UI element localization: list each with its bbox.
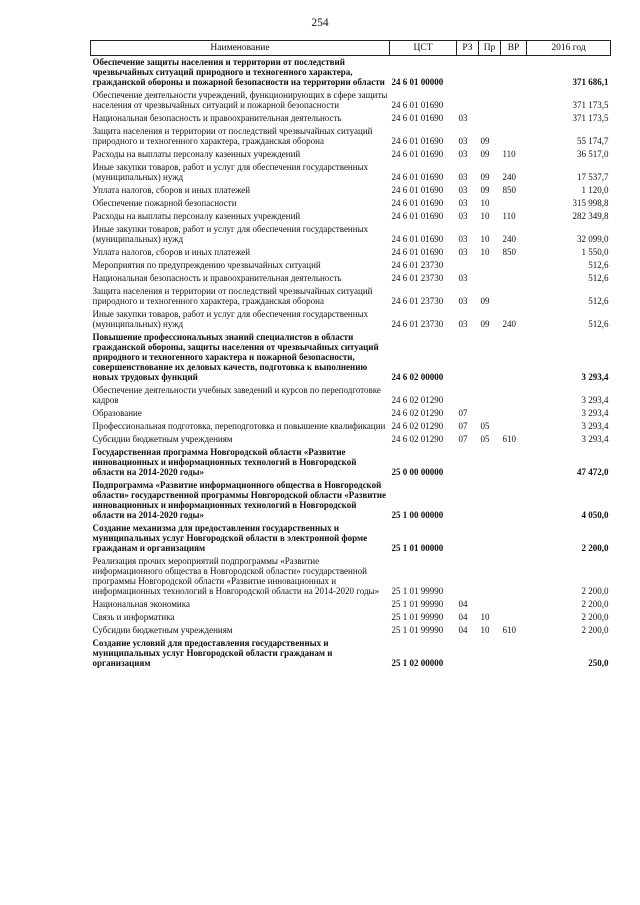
cell-name: Иные закупки товаров, работ и услуг для обеспечения государственных (муниципальных) нужд [92, 309, 369, 329]
cell-cst: 24 6 01 01690 [391, 247, 444, 257]
cell-cst: 25 1 01 99990 [391, 625, 444, 635]
cell-name: Расходы на выплаты персоналу казенных учреждений [92, 149, 301, 159]
cell-pr [479, 89, 501, 112]
cell-rz [457, 259, 479, 272]
cell-pr: 10 [480, 211, 490, 221]
cell-name: Повышение профессиональных знаний специалистов в области гражданской обороны, защиты населения от чрезвычайных ситуаций природного и техногенного характера и пожарной безопасности, совершенствование их деловых качеств, подготовка к выполнению новых трудовых функций [92, 332, 379, 382]
cell-sum: 371 173,5 [572, 100, 609, 110]
cell-vr [501, 384, 527, 407]
table-row [91, 161, 611, 184]
cell-vr [501, 555, 527, 598]
cell-name: Образование [92, 408, 142, 418]
cell-rz: 07 [458, 421, 468, 431]
cell-sum: 512,6 [588, 319, 609, 329]
cell-name: Государственная программа Новгородской области «Развитие инновационных и информационных технологий в Новгородской области на 2014-2020 годы» [92, 447, 357, 477]
cell-cst: 25 1 02 00000 [391, 658, 444, 668]
table-row [91, 611, 611, 624]
cell-cst: 24 6 02 00000 [391, 372, 444, 382]
cell-cst: 24 6 01 01690 [391, 198, 444, 208]
cell-rz: 03 [458, 136, 468, 146]
cell-rz [457, 331, 479, 384]
cell-pr [479, 637, 501, 670]
cell-name: Профессиональная подготовка, переподготовка и повышение квалификации [92, 421, 386, 431]
cell-cst: 24 6 01 23730 [391, 260, 444, 270]
cell-cst: 24 6 01 23730 [391, 296, 444, 306]
header-pr: Пр [479, 41, 501, 56]
cell-name: Обеспечение пожарной безопасности [92, 198, 237, 208]
cell-cst: 24 6 02 01290 [391, 395, 444, 405]
cell-pr: 10 [480, 625, 490, 635]
cell-pr [479, 259, 501, 272]
cell-rz [457, 89, 479, 112]
cell-sum: 2 200,0 [581, 543, 609, 553]
cell-sum: 4 050,0 [581, 510, 609, 520]
cell-vr [501, 407, 527, 420]
cell-pr [479, 555, 501, 598]
cell-sum: 2 200,0 [581, 625, 609, 635]
cell-pr: 10 [480, 234, 490, 244]
cell-vr: 240 [502, 234, 516, 244]
cell-name: Обеспечение деятельности учреждений, функционирующих в сфере защиты населения от чрезвычайных ситуаций и пожарной безопасности [92, 90, 388, 110]
cell-cst: 25 1 00 00000 [391, 510, 444, 520]
cell-name: Уплата налогов, сборов и иных платежей [92, 185, 251, 195]
cell-sum: 512,6 [588, 260, 609, 270]
cell-sum: 2 200,0 [581, 586, 609, 596]
cell-name: Подпрограмма «Развитие информационного общества в Новгородской области» государственной программы Новгородской области «Развитие инновационных и информационных технологий в Новгородской области на 2014-2020 годы» [92, 480, 387, 520]
table-row [91, 598, 611, 611]
cell-sum: 315 998,8 [572, 198, 609, 208]
cell-name: Обеспечение деятельности учебных заведений и курсов по переподготовке кадров [92, 385, 381, 405]
cell-pr [479, 112, 501, 125]
cell-pr: 05 [480, 421, 490, 431]
cell-cst: 24 6 01 01690 [391, 234, 444, 244]
cell-cst: 24 6 01 01690 [391, 149, 444, 159]
cell-cst: 24 6 01 01690 [391, 100, 444, 110]
cell-pr [479, 446, 501, 479]
cell-rz: 03 [458, 296, 468, 306]
cell-vr: 850 [502, 247, 516, 257]
table-row [91, 522, 611, 555]
cell-sum: 55 174,7 [577, 136, 609, 146]
cell-cst: 25 1 01 99990 [391, 599, 444, 609]
cell-rz [457, 479, 479, 522]
cell-pr [479, 598, 501, 611]
cell-vr: 110 [502, 149, 516, 159]
table-row [91, 637, 611, 670]
cell-cst: 24 6 01 01690 [391, 136, 444, 146]
cell-vr [501, 272, 527, 285]
cell-name: Национальная безопасность и правоохранительная деятельность [92, 273, 342, 283]
cell-rz [457, 56, 479, 90]
cell-pr: 09 [480, 296, 490, 306]
cell-pr: 10 [480, 612, 490, 622]
cell-sum: 1 120,0 [581, 185, 609, 195]
table-row [91, 272, 611, 285]
cell-sum: 3 293,4 [581, 421, 609, 431]
cell-cst: 24 6 02 01290 [391, 421, 444, 431]
header-cst: ЦСТ [390, 41, 457, 56]
table-row [91, 384, 611, 407]
cell-vr [501, 56, 527, 90]
table-row [91, 197, 611, 210]
cell-name: Уплата налогов, сборов и иных платежей [92, 247, 251, 257]
cell-rz: 03 [458, 273, 468, 283]
table-body [91, 56, 611, 671]
header-sum: 2016 год [527, 41, 611, 56]
cell-sum: 17 537,7 [577, 172, 609, 182]
cell-rz: 03 [458, 198, 468, 208]
cell-vr [501, 197, 527, 210]
cell-pr: 10 [480, 198, 490, 208]
cell-pr: 09 [480, 319, 490, 329]
cell-vr [501, 479, 527, 522]
cell-cst: 24 6 02 01290 [391, 408, 444, 418]
cell-cst: 25 1 01 99990 [391, 586, 444, 596]
cell-vr: 240 [502, 172, 516, 182]
cell-rz [457, 446, 479, 479]
table-row [91, 308, 611, 331]
table-header-row [91, 41, 611, 56]
table-row [91, 285, 611, 308]
cell-rz: 03 [458, 319, 468, 329]
cell-rz: 03 [458, 247, 468, 257]
cell-sum: 512,6 [588, 296, 609, 306]
cell-sum: 47 472,0 [577, 467, 609, 477]
table-row [91, 555, 611, 598]
cell-name: Обеспечение защиты населения и территории от последствий чрезвычайных ситуаций природного и техногенного характера, гражданской обороны и пожарной безопасности на территории области [92, 57, 385, 87]
cell-rz: 04 [458, 599, 468, 609]
table-row [91, 112, 611, 125]
cell-sum: 1 550,0 [581, 247, 609, 257]
cell-sum: 36 517,0 [577, 149, 609, 159]
cell-vr [501, 125, 527, 148]
cell-vr [501, 420, 527, 433]
cell-pr: 05 [480, 434, 490, 444]
cell-pr [479, 56, 501, 90]
cell-name: Национальная экономика [92, 599, 190, 609]
table-row [91, 259, 611, 272]
cell-vr [501, 112, 527, 125]
cell-rz [457, 637, 479, 670]
cell-rz [457, 555, 479, 598]
cell-rz: 03 [458, 185, 468, 195]
cell-name: Создание механизма для предоставления государственных и муниципальных услуг Новгородской области в электронной форме гражданам и организациям [92, 523, 368, 553]
cell-rz [457, 384, 479, 407]
cell-pr [479, 479, 501, 522]
table-row [91, 246, 611, 259]
cell-sum: 282 349,8 [572, 211, 609, 221]
table-row [91, 223, 611, 246]
cell-name: Реализация прочих мероприятий подпрограммы «Развитие информационного общества в Новгородской области» государственной программы Новгородской области «Развитие инновационных и информационных технологий в Новгородской области на 2014-2020 годы» [92, 556, 380, 596]
header-vr: ВР [501, 41, 527, 56]
cell-name: Субсидии бюджетным учреждениям [92, 434, 233, 444]
table-row [91, 479, 611, 522]
cell-sum: 371 686,1 [572, 77, 609, 87]
cell-rz: 03 [458, 113, 468, 123]
cell-vr [501, 259, 527, 272]
cell-sum: 3 293,4 [581, 408, 609, 418]
table-row [91, 148, 611, 161]
cell-vr [501, 331, 527, 384]
cell-rz: 03 [458, 234, 468, 244]
cell-rz: 04 [458, 625, 468, 635]
cell-sum: 371 173,5 [572, 113, 609, 123]
cell-pr: 09 [480, 136, 490, 146]
cell-sum: 512,6 [588, 273, 609, 283]
table-row [91, 433, 611, 446]
table-row [91, 331, 611, 384]
table-row [91, 420, 611, 433]
cell-vr [501, 611, 527, 624]
cell-sum: 3 293,4 [581, 372, 609, 382]
cell-cst: 24 6 01 23730 [391, 319, 444, 329]
cell-vr: 850 [502, 185, 516, 195]
table-row [91, 624, 611, 637]
cell-cst: 24 6 01 23730 [391, 273, 444, 283]
cell-rz: 07 [458, 408, 468, 418]
cell-vr [501, 598, 527, 611]
cell-cst: 24 6 01 00000 [391, 77, 444, 87]
cell-rz: 03 [458, 211, 468, 221]
cell-sum: 3 293,4 [581, 434, 609, 444]
cell-vr: 610 [502, 434, 516, 444]
cell-vr: 110 [502, 211, 516, 221]
cell-pr: 09 [480, 172, 490, 182]
table-row [91, 125, 611, 148]
cell-cst: 24 6 01 01690 [391, 172, 444, 182]
cell-sum: 2 200,0 [581, 612, 609, 622]
cell-vr [501, 522, 527, 555]
cell-pr: 09 [480, 149, 490, 159]
cell-vr [501, 446, 527, 479]
cell-name: Защита населения и территории от последствий чрезвычайных ситуаций природного и техногенного характера, гражданская оборона [92, 126, 373, 146]
table-row [91, 407, 611, 420]
cell-sum: 250,0 [588, 658, 609, 668]
cell-sum: 3 293,4 [581, 395, 609, 405]
cell-cst: 24 6 01 01690 [391, 211, 444, 221]
cell-vr [501, 89, 527, 112]
page-number: 254 [311, 17, 329, 29]
cell-pr: 10 [480, 247, 490, 257]
cell-name: Связь и информатика [92, 612, 175, 622]
cell-vr: 610 [502, 625, 516, 635]
cell-vr [501, 285, 527, 308]
table-row [91, 210, 611, 223]
table-row [91, 89, 611, 112]
cell-rz: 03 [458, 149, 468, 159]
cell-cst: 25 0 00 00000 [391, 467, 444, 477]
cell-cst: 25 1 01 00000 [391, 543, 444, 553]
cell-rz: 04 [458, 612, 468, 622]
cell-pr [479, 522, 501, 555]
cell-rz: 03 [458, 172, 468, 182]
header-name: Наименование [91, 41, 390, 56]
cell-vr [501, 637, 527, 670]
header-rz: РЗ [457, 41, 479, 56]
cell-pr: 09 [480, 185, 490, 195]
cell-pr [479, 407, 501, 420]
cell-name: Защита населения и территории от последствий чрезвычайных ситуаций природного и техногенного характера, гражданская оборона [92, 286, 373, 306]
cell-sum: 2 200,0 [581, 599, 609, 609]
cell-rz [457, 522, 479, 555]
cell-name: Создание условий для предоставления государственных и муниципальных услуг Новгородской области гражданам и организациям [92, 638, 333, 668]
cell-name: Расходы на выплаты персоналу казенных учреждений [92, 211, 301, 221]
cell-rz: 07 [458, 434, 468, 444]
cell-name: Иные закупки товаров, работ и услуг для обеспечения государственных (муниципальных) нужд [92, 162, 369, 182]
cell-cst: 24 6 01 01690 [391, 113, 444, 123]
cell-cst: 24 6 02 01290 [391, 434, 444, 444]
cell-name: Субсидии бюджетным учреждениям [92, 625, 233, 635]
table-row [91, 184, 611, 197]
cell-pr [479, 331, 501, 384]
cell-cst: 24 6 01 01690 [391, 185, 444, 195]
budget-table [90, 40, 611, 670]
cell-vr: 240 [502, 319, 516, 329]
table-row [91, 446, 611, 479]
cell-name: Иные закупки товаров, работ и услуг для обеспечения государственных (муниципальных) нужд [92, 224, 369, 244]
table-row [91, 56, 611, 90]
cell-sum: 32 099,0 [577, 234, 609, 244]
cell-name: Мероприятия по предупреждению чрезвычайных ситуаций [92, 260, 321, 270]
cell-pr [479, 384, 501, 407]
cell-name: Национальная безопасность и правоохранительная деятельность [92, 113, 342, 123]
cell-cst: 25 1 01 99990 [391, 612, 444, 622]
cell-pr [479, 272, 501, 285]
